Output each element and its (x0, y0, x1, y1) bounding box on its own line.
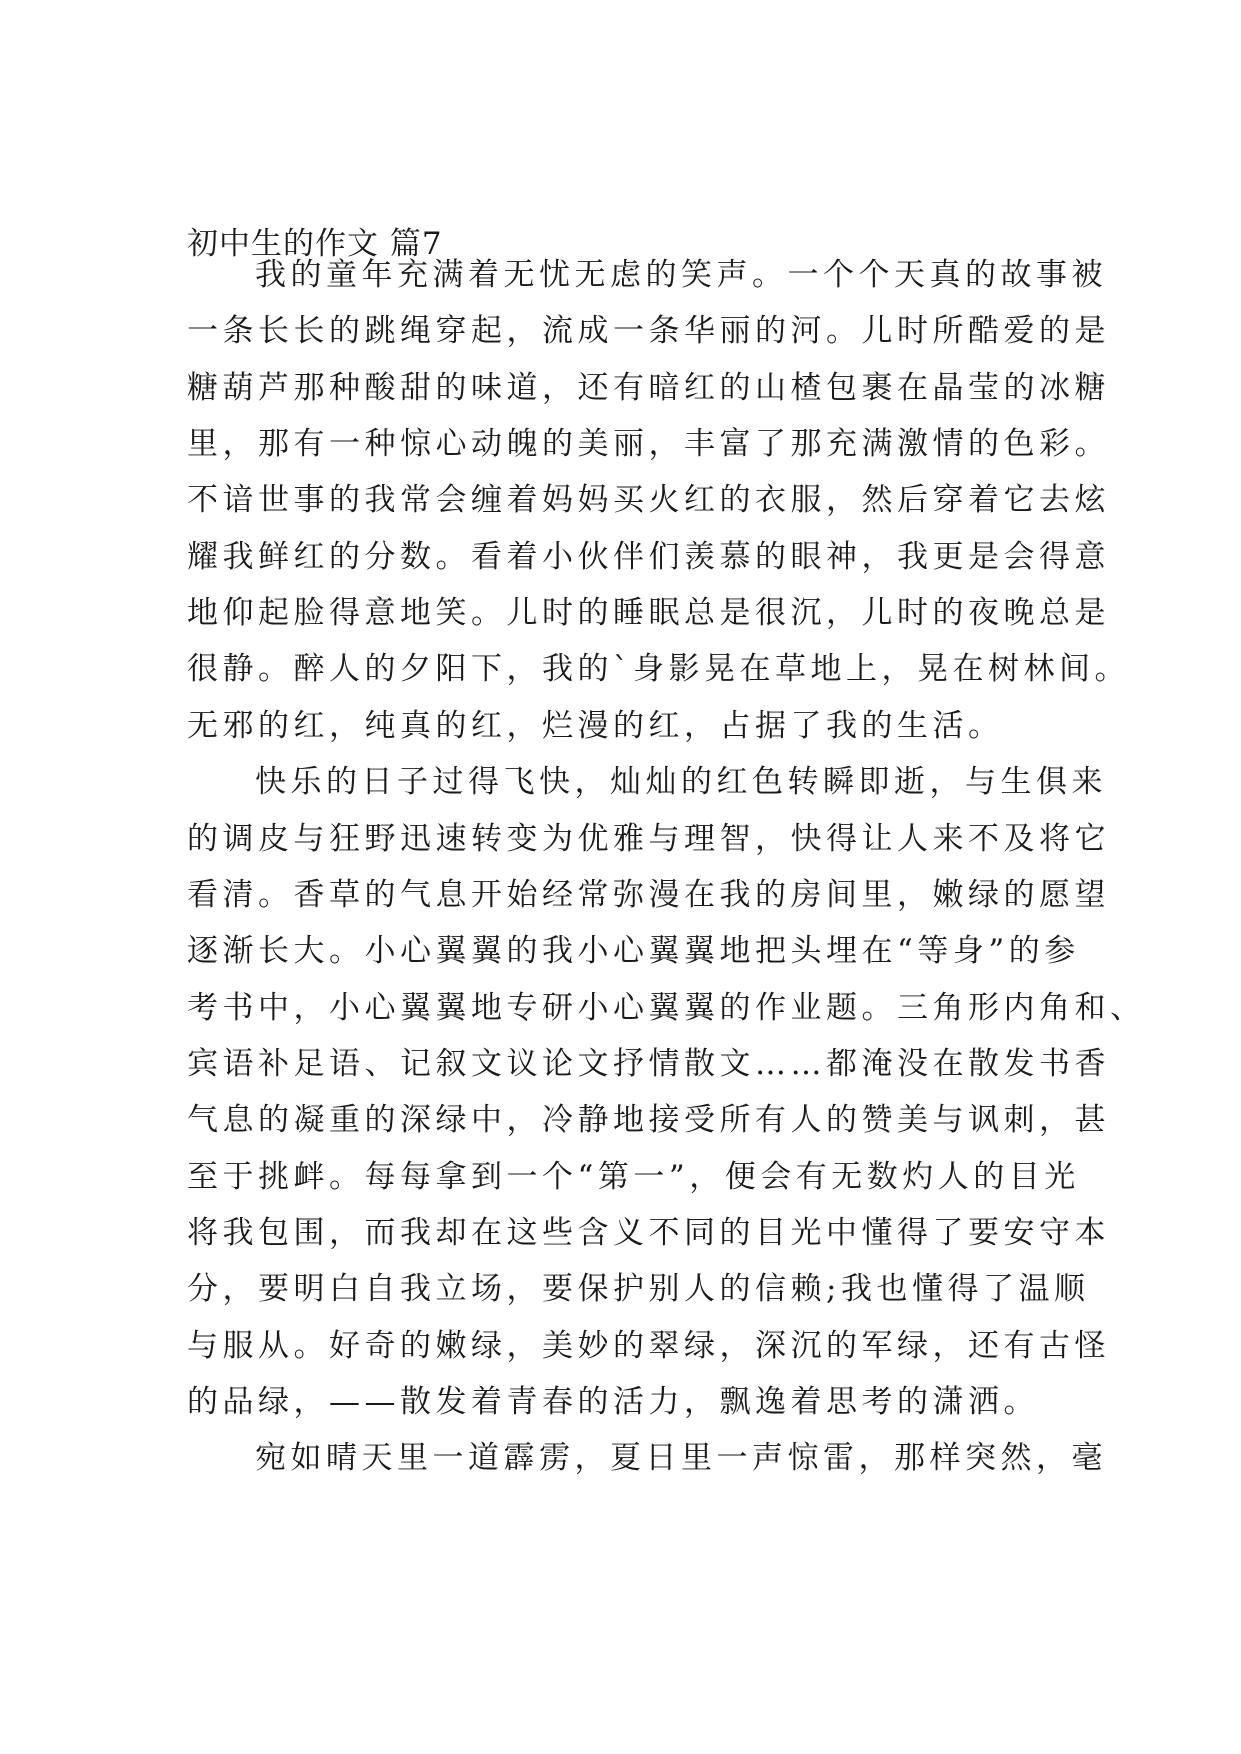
body-line: 无邪的红，纯真的红，烂漫的红，占据了我的生活。 (187, 707, 1004, 744)
body-line: 糖葫芦那种酸甜的味道，还有暗红的山楂包裹在晶莹的冰糖 (187, 369, 1110, 406)
body-line: 快乐的日子过得飞快，灿灿的红色转瞬即逝，与生俱来 (255, 764, 1107, 801)
essay-heading: 初中生的作文 篇7 (187, 226, 443, 262)
body-line: 我的童年充满着无忧无虑的笑声。一个个天真的故事被 (255, 257, 1107, 293)
body-line: 气息的凝重的深绿中，冷静地接受所有人的赞美与讽刺，甚 (187, 1102, 1110, 1139)
body-line: 不谙世事的我常会缠着妈妈买火红的衣服，然后穿着它去炫 (187, 482, 1110, 519)
body-line: 逐渐长大。小心翼翼的我小心翼翼地把头埋在“等身”的参 (187, 933, 1080, 970)
body-line: 里，那有一种惊心动魄的美丽，丰富了那充满激情的色彩。 (187, 426, 1110, 463)
body-line: 考书中，小心翼翼地专研小心翼翼的作业题。三角形内角和、 (187, 989, 1146, 1026)
body-line: 与服从。好奇的嫩绿，美妙的翠绿，深沉的军绿，还有古怪 (187, 1327, 1110, 1364)
body-line: 宛如晴天里一道霹雳，夏日里一声惊雷，那样突然，毫 (255, 1440, 1107, 1477)
body-line: 至于挑衅。每每拿到一个“第一”，便会有无数灼人的目光 (187, 1158, 1080, 1195)
body-line: 宾语补足语、记叙文议论文抒情散文……都淹没在散发书香 (187, 1045, 1110, 1082)
body-line: 看清。香草的气息开始经常弥漫在我的房间里，嫩绿的愿望 (187, 876, 1110, 913)
body-line: 耀我鲜红的分数。看着小伙伴们羡慕的眼神，我更是会得意 (187, 538, 1110, 575)
body-line: 一条长长的跳绳穿起，流成一条华丽的河。儿时所酷爱的是 (187, 313, 1110, 350)
body-line: 的品绿，——散发着青春的活力，飘逸着思考的潇洒。 (187, 1384, 1039, 1420)
body-line: 很静。醉人的夕阳下，我的`身影晃在草地上，晃在树林间。 (187, 651, 1130, 688)
body-line: 分，要明白自我立场，要保护别人的信赖;我也懂得了温顺 (187, 1271, 1090, 1308)
body-line: 将我包围，而我却在这些含义不同的目光中懂得了要安守本 (187, 1214, 1110, 1251)
body-line: 地仰起脸得意地笑。儿时的睡眠总是很沉，儿时的夜晚总是 (187, 595, 1110, 632)
body-line: 的调皮与狂野迅速转变为优雅与理智，快得让人来不及将它 (187, 820, 1110, 857)
